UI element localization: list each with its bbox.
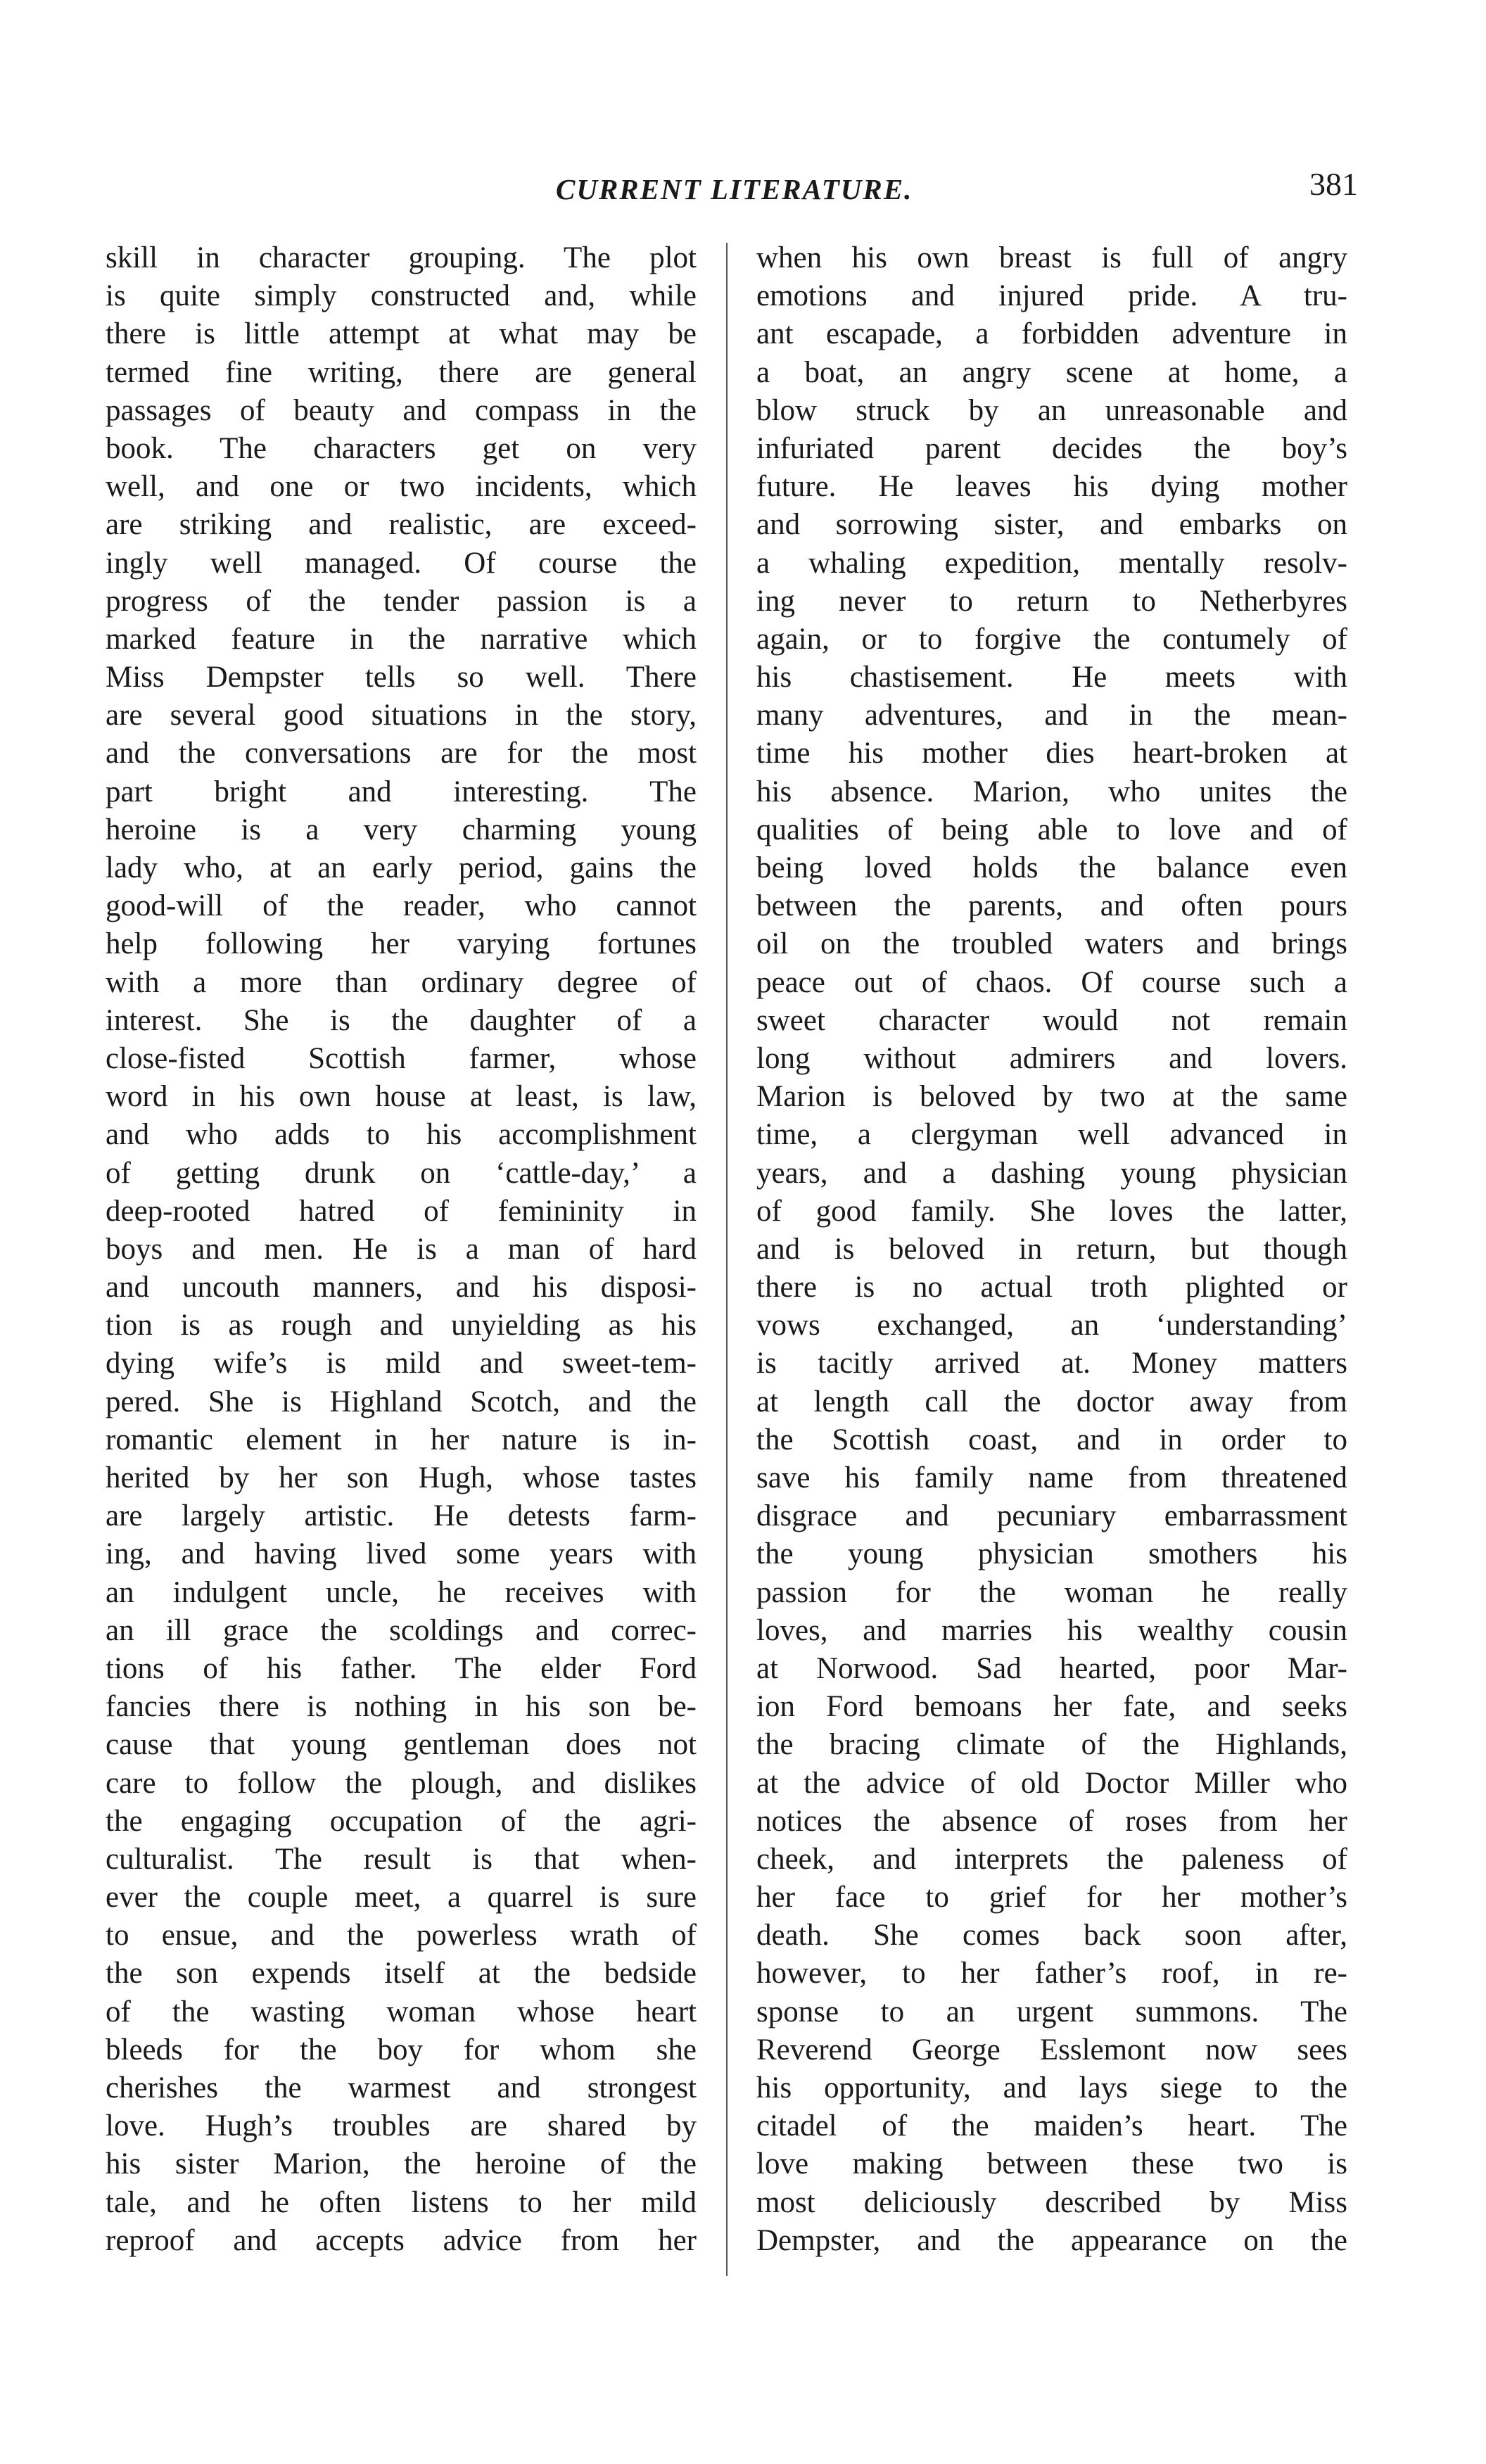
running-title: CURRENT LITERATURE. — [556, 173, 913, 205]
text-line: cherishes the warmest and strongest — [106, 2071, 697, 2104]
text-line: passion for the woman he really — [756, 1575, 1347, 1609]
text-line: care to follow the plough, and dislikes — [106, 1766, 697, 1800]
text-line: cheek, and interprets the paleness of — [756, 1842, 1347, 1876]
text-line: the Scottish coast, and in order to — [756, 1423, 1347, 1456]
text-line: love making between these two is — [756, 2147, 1347, 2181]
text-line: bleeds for the boy for whom she — [106, 2033, 697, 2066]
text-line: is quite simply constructed and, while — [106, 279, 697, 313]
text-line: Miss Dempster tells so well. There — [106, 661, 697, 694]
text-line: and is beloved in return, but though — [756, 1232, 1347, 1266]
text-line: there is little attempt at what may be — [106, 317, 697, 351]
text-line: tale, and he often listens to her mild — [106, 2185, 697, 2219]
text-line: death. She comes back soon after, — [756, 1919, 1347, 1952]
text-line: are several good situations in the story, — [106, 699, 697, 732]
text-line: fancies there is nothing in his son be- — [106, 1690, 697, 1724]
text-line: tion is as rough and unyielding as his — [106, 1309, 697, 1342]
text-line: heroine is a very charming young — [106, 813, 697, 846]
text-line: interest. She is the daughter of a — [106, 1003, 697, 1037]
text-line: lady who, at an early period, gains the — [106, 851, 697, 884]
text-line: the son expends itself at the bedside — [106, 1957, 697, 1990]
text-line: a boat, an angry scene at home, a — [756, 355, 1347, 389]
text-line: an ill grace the scoldings and correc- — [106, 1613, 697, 1647]
text-line: progress of the tender passion is a — [106, 584, 697, 618]
text-line: save his family name from threatened — [756, 1461, 1347, 1494]
text-line: to ensue, and the powerless wrath of — [106, 1919, 697, 1952]
text-line: oil on the troubled waters and brings — [756, 927, 1347, 961]
text-line: with a more than ordinary degree of — [106, 965, 697, 999]
text-line: at Norwood. Sad hearted, poor Mar- — [756, 1651, 1347, 1685]
text-line: Dempster, and the appearance on the — [756, 2223, 1347, 2257]
text-line: deep-rooted hatred of femininity in — [106, 1194, 697, 1228]
text-line: again, or to forgive the contumely of — [756, 622, 1347, 656]
text-line: infuriated parent decides the boy’s — [756, 431, 1347, 465]
text-line: book. The characters get on very — [106, 431, 697, 465]
text-line: skill in character grouping. The plot — [106, 241, 697, 274]
column-divider — [726, 243, 728, 2276]
text-line: is tacitly arrived at. Money matters — [756, 1347, 1347, 1380]
text-line: close-fisted Scottish farmer, whose — [106, 1041, 697, 1075]
text-line: being loved holds the balance even — [756, 851, 1347, 884]
text-line: help following her varying fortunes — [106, 927, 697, 961]
text-line: an indulgent uncle, he receives with — [106, 1575, 697, 1609]
text-line: ing, and having lived some years with — [106, 1537, 697, 1571]
text-line: love. Hugh’s troubles are shared by — [106, 2109, 697, 2143]
text-line: and the conversations are for the most — [106, 737, 697, 770]
text-line: well, and one or two incidents, which — [106, 470, 697, 504]
text-line: pered. She is Highland Scotch, and the — [106, 1385, 697, 1418]
text-line: notices the absence of roses from her — [756, 1804, 1347, 1838]
text-line: ion Ford bemoans her fate, and seeks — [756, 1690, 1347, 1724]
text-line: emotions and injured pride. A tru- — [756, 279, 1347, 313]
right-column — [756, 239, 1347, 2260]
text-line: future. He leaves his dying mother — [756, 470, 1347, 504]
text-line: cause that young gentleman does not — [106, 1728, 697, 1762]
text-line: reproof and accepts advice from her — [106, 2223, 697, 2257]
text-line: romantic element in her nature is in- — [106, 1423, 697, 1456]
text-line: his opportunity, and lays siege to the — [756, 2071, 1347, 2104]
text-line: the engaging occupation of the agri- — [106, 1804, 697, 1838]
text-line: vows exchanged, an ‘understanding’ — [756, 1309, 1347, 1342]
text-line: ing never to return to Netherbyres — [756, 584, 1347, 618]
text-line: loves, and marries his wealthy cousin — [756, 1613, 1347, 1647]
text-line: however, to her father’s roof, in re- — [756, 1957, 1347, 1990]
text-line: of getting drunk on ‘cattle-day,’ a — [106, 1156, 697, 1190]
text-line: marked feature in the narrative which — [106, 622, 697, 656]
text-line: his chastisement. He meets with — [756, 661, 1347, 694]
text-line: time his mother dies heart-broken at — [756, 737, 1347, 770]
left-column — [106, 239, 697, 2260]
text-line: the bracing climate of the Highlands, — [756, 1728, 1347, 1762]
text-line: and who adds to his accomplishment — [106, 1118, 697, 1152]
text-line: qualities of being able to love and of — [756, 813, 1347, 846]
text-line: dying wife’s is mild and sweet-tem- — [106, 1347, 697, 1380]
text-line: tions of his father. The elder Ford — [106, 1651, 697, 1685]
text-line: time, a clergyman well advanced in — [756, 1118, 1347, 1152]
text-line: Reverend George Esslemont now sees — [756, 2033, 1347, 2066]
text-line: there is no actual troth plighted or — [756, 1271, 1347, 1304]
text-line: of the wasting woman whose heart — [106, 1995, 697, 2028]
text-line: sweet character would not remain — [756, 1003, 1347, 1037]
text-line: at length call the doctor away from — [756, 1385, 1347, 1418]
text-line: are largely artistic. He detests farm- — [106, 1499, 697, 1533]
text-line: his absence. Marion, who unites the — [756, 775, 1347, 808]
text-line: and uncouth manners, and his disposi- — [106, 1271, 697, 1304]
text-line: many adventures, and in the mean- — [756, 699, 1347, 732]
text-line: at the advice of old Doctor Miller who — [756, 1766, 1347, 1800]
text-line: good-will of the reader, who cannot — [106, 889, 697, 923]
text-line: citadel of the maiden’s heart. The — [756, 2109, 1347, 2143]
text-line: peace out of chaos. Of course such a — [756, 965, 1347, 999]
text-line: culturalist. The result is that when- — [106, 1842, 697, 1876]
text-line: and sorrowing sister, and embarks on — [756, 508, 1347, 542]
page-header — [106, 165, 1358, 222]
text-line: part bright and interesting. The — [106, 775, 697, 808]
text-line: are striking and realistic, are exceed- — [106, 508, 697, 542]
text-line: her face to grief for her mother’s — [756, 1881, 1347, 1914]
text-line: long without admirers and lovers. — [756, 1041, 1347, 1075]
text-line: ant escapade, a forbidden adventure in — [756, 317, 1347, 351]
page-number: 381 — [1309, 166, 1358, 202]
text-line: between the parents, and often pours — [756, 889, 1347, 923]
text-line: word in his own house at least, is law, — [106, 1080, 697, 1114]
text-line: passages of beauty and compass in the — [106, 393, 697, 427]
text-line: ingly well managed. Of course the — [106, 546, 697, 580]
text-line: sponse to an urgent summons. The — [756, 1995, 1347, 2028]
text-line: termed fine writing, there are general — [106, 355, 697, 389]
text-line: years, and a dashing young physician — [756, 1156, 1347, 1190]
text-line: a whaling expedition, mentally resolv- — [756, 546, 1347, 580]
text-line: of good family. She loves the latter, — [756, 1194, 1347, 1228]
text-line: when his own breast is full of angry — [756, 241, 1347, 274]
text-line: blow struck by an unreasonable and — [756, 393, 1347, 427]
text-line: boys and men. He is a man of hard — [106, 1232, 697, 1266]
text-line: his sister Marion, the heroine of the — [106, 2147, 697, 2181]
text-line: ever the couple meet, a quarrel is sure — [106, 1881, 697, 1914]
text-line: most deliciously described by Miss — [756, 2185, 1347, 2219]
text-line: herited by her son Hugh, whose tastes — [106, 1461, 697, 1494]
text-line: disgrace and pecuniary embarrassment — [756, 1499, 1347, 1533]
text-line: Marion is beloved by two at the same — [756, 1080, 1347, 1114]
text-line: the young physician smothers his — [756, 1537, 1347, 1571]
